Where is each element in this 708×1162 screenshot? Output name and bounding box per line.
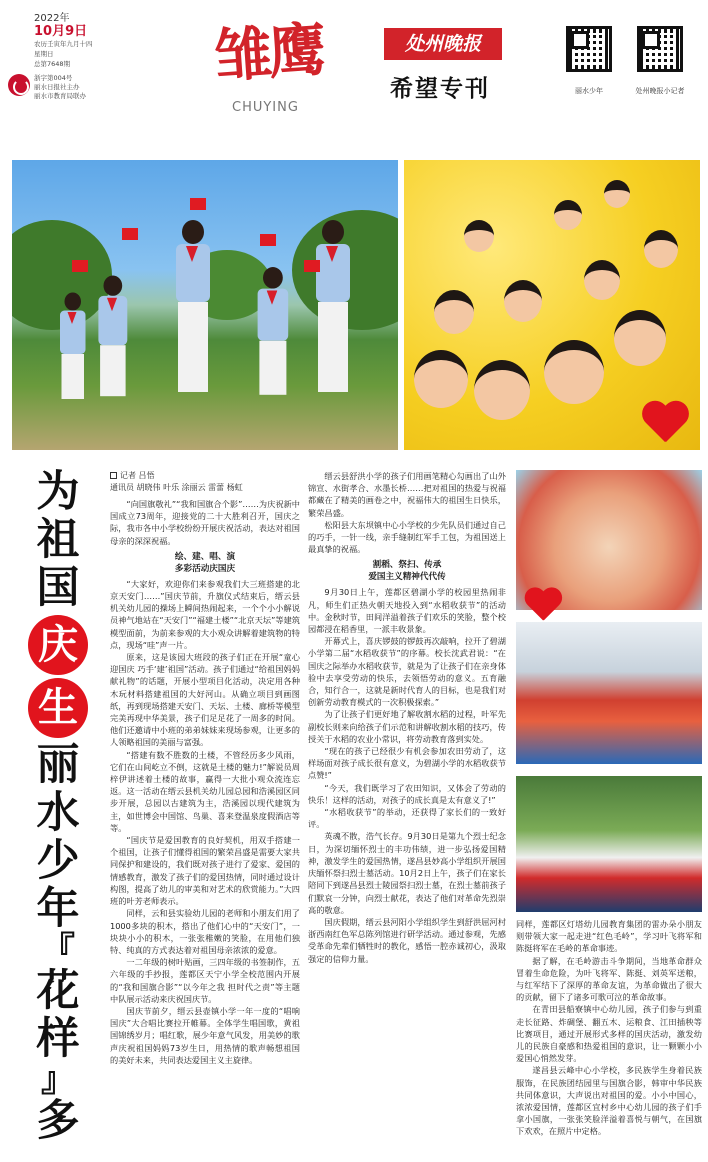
subheading-line: 爱国主义精神代代传 — [368, 572, 446, 583]
paragraph: “国庆节是爱国教育的良好契机，用双手搭建一个祖国，让孩子们懂得祖国的繁荣昌盛是需要大家共同保护和建设的，我们既对孩子进行了爱家、爱国的情感教育，激发了孩子们的爱国热情，同时通过设计构图，提高了幼儿的审美和对艺术的欣赏能力。”大四班的叶芳老师表示。 — [110, 835, 300, 907]
subheading-line: 绘、建、唱、演 — [174, 551, 236, 562]
newspaper-logo-icon — [8, 74, 30, 96]
paragraph: 国庆节前夕，缙云县壶镇小学一年一度的“唱响国庆”大合唱比赛拉开帷幕。全体学生唱国歌，黄祖国锦绣岁月；唱红歌，展少年意气风发，用美妙的歌声庆祝祖国妈妈73岁生日，用热情的歌声畅想祖国的美好未来，共同表达爱国主义主旋律。 — [110, 1005, 300, 1065]
headline-highlight-char: 生 — [28, 678, 88, 738]
date-weekday: 星期日 — [34, 50, 54, 58]
paragraph: 同样，云和县实验幼儿园的老师和小朋友们用了1000多块的积木，搭出了他们心中的“天安门”，一块块小小的积木，一张张稚嫩的笑脸，在用他们独特、纯真的方式表达着对祖国母亲浓浓的爱意。 — [110, 908, 300, 955]
headline-char: 年 — [36, 884, 80, 934]
cn-number: 浙字第004号 — [34, 74, 73, 82]
paragraph: 原来，这是该园大班段的孩子们正在开展“童心迎国庆 巧手‘建’祖国”活动。孩子们通过“给祖国妈妈献礼物”的话题，开展小型项目化活动，决定用各种木玩材料搭建祖国的大好河山。从确立项目到画图纸，再到现场搭建天安门、天坛、土楼、廊桥等模型完美再现中华美景，孩子们足足花了一周多的时间。他们还邀请中小班的弟弟妹妹来现场参观，让更多的人领略祖国的美丽与富强。 — [110, 652, 300, 748]
headline-char: 国 — [36, 563, 80, 613]
photo-school-ceremony — [516, 622, 702, 764]
co-publisher: 丽水市教育局联办 — [34, 92, 86, 100]
headline-char: 花 — [36, 966, 80, 1016]
headline-char: 多 — [36, 1096, 80, 1146]
headline-char: 水 — [36, 788, 80, 838]
heart-decoration-icon — [640, 402, 690, 446]
paragraph: 据了解，在毛岭游击斗争期间，当地革命群众冒着生命危险，为叶飞将军、陈挺、刘英军送粮，与红军结下了深厚的革命友谊，为革命做出了很大的贡献，留下了诸多可歌可泣的革命故事。 — [516, 955, 702, 1003]
masthead — [0, 0, 708, 150]
paragraph: “大家好，欢迎你们来参观我们大三班搭建的北京天安门……”国庆节前，升旗仪式结束后，缙云县机关幼儿园的操场上瞬间热闹起来，一个个小小解说员神气地站在“天安门”“福建土楼”“北京天坛”等建筑模型面前，为前来参观的大小观众讲解着建筑物的特点，现场“哇”声一片。 — [110, 578, 300, 650]
subheading-line: 割稻、祭扫、传承 — [372, 560, 442, 571]
paragraph: “水稻收获节”的举动，还获得了家长们的一致好评。 — [308, 807, 506, 830]
qr-code-icon[interactable] — [637, 26, 683, 72]
paragraph: 松阳县大东坝镇中心小学校的少先队员们通过自己的巧手，一针一线，亲手缝制红军手工包，为祖国送上最真挚的祝福。 — [308, 519, 506, 555]
article-column-2 — [308, 470, 506, 1160]
qr-code-icon[interactable] — [566, 26, 612, 72]
paragraph: “向国旗敬礼”“我和国旗合个影”……为庆祝新中国成立73周年，迎接党的二十大胜利召开，国庆之际，我市各中小学校纷纷开展庆祝活动，表达对祖国母亲的深深祝福。 — [110, 499, 300, 546]
paragraph: 遂昌县云峰中心小学校，多民族学生身着民族服饰，在民族团结园里与国旗合影，韩审中华民族共同体意识，大声说出对祖国的爱。小小中国心，浓浓爱国情，莲都区宜村乡中心幼儿园的孩子们手拿小国旗，一张张笑脸洋溢着喜悦与朝气，在国旗下欢欢，在照片中定格。 — [516, 1065, 702, 1137]
issue-number: 总第7648期 — [34, 60, 71, 68]
special-edition-label: 希望专刊 — [390, 76, 490, 102]
paragraph: 英魂不散，浩气长存。9月30日是第九个烈士纪念日，为深切缅怀烈士的丰功伟绩，进一步弘扬爱国精神，激发学生的爱国热情，遂昌县妙高小学组织开展国庆缅怀祭扫烈士墓活动。10月2日上午，孩子们在家长陪同下到遂昌县烈士陵园祭扫烈士墓，在烈士墓前孩子们默哀一分钟，向烈士献花，表达了他们对革命先烈崇高的敬意。 — [308, 831, 506, 915]
headline-char: 少 — [36, 836, 80, 886]
paragraph: 9月30日上午，莲都区碧湖小学的校园里热闹非凡，师生们正热火朝天地投入到“水稻收获节”的活动中。金秋时节，田间洋溢着孩子们欢乐的笑脸，整个校园都浸在稻香里，一派丰收景象。 — [308, 587, 506, 635]
paragraph: 国庆假期，缙云县河阳小学组织学生到舒洪屈河村浙西南红色军总陈列馆进行研学活动。通过参观，先感受革命先辈们牺牲时的教化，感悟一腔赤诚初心，汲取强定的信仰力量。 — [308, 916, 506, 964]
date-block — [34, 14, 144, 69]
section-title-pinyin: CHUYING — [232, 100, 299, 115]
headline-quote-open: 『 — [41, 930, 75, 970]
paragraph: “搭建有数不胜数的土楼，不管经历多少风雨，它们在山间屹立不倒，这就是土楼的魅力!”解说员周梓伊讲述着土楼的故事，赢得一大批小观众流连忘返。这一活动在缙云县机关幼儿园总园和浩溪园区同步开展，总园以古建筑为主，浩溪园以现代建筑为主，如世博会中国馆、鸟巢、喜来登温泉度假酒店等等。 — [110, 749, 300, 833]
date-month-day: 10月9日 — [34, 24, 88, 39]
headline-char: 为 — [36, 467, 80, 517]
headline-char: 祖 — [36, 515, 80, 565]
headline-quote-close: 』 — [41, 1060, 75, 1100]
date-year: 2022年 — [34, 13, 70, 24]
heart-decoration-icon — [523, 588, 563, 623]
section-title: 雏鹰 — [212, 15, 325, 91]
qr-caption: 处州晚报小记者 — [635, 87, 685, 95]
subheading — [308, 559, 506, 583]
paragraph: 为了让孩子们更好地了解收割水稻的过程，叶军先副校长则来向给孩子们示范和讲解收割水稻的技巧，传授关于水稻的农业小常识，将劳动教育落到实处。 — [308, 709, 506, 744]
article-column-1 — [110, 470, 300, 1160]
subheading — [110, 551, 300, 575]
paragraph: 一二年级的树叶贴画，三四年级的书签制作，五六年级的手抄报，莲都区天宁小学全校范围内开展的“我和国旗合影”“以今年之我 担时代之责”等主题中队展示活动来庆祝国庆节。 — [110, 957, 300, 1004]
bullet-square-icon — [110, 472, 117, 479]
headline-highlight-char: 庆 — [28, 615, 88, 675]
paragraph: “今天，我们既学习了农田知识，又体会了劳动的快乐！这样的活动，对孩子的成长真是太有意义了!” — [308, 782, 506, 805]
paragraph: 在青田县船寮镇中心幼儿园，孩子们参与到重走长征路、炸碉堡、翻五木、运粮食、江田插秧等比赛项目，通过开展形式多样的国庆活动，激发幼儿的民族自豪感和热爱祖国的意识，让一颗颗小小爱国心悄然发芽。 — [516, 1004, 702, 1064]
headline — [18, 467, 98, 1146]
byline — [110, 470, 300, 494]
paragraph: 同样，莲都区灯塔幼儿园教育集团的雷办朵小朋友则带领大家一起走进“红色毛岭”，学习叶飞将军和陈挺将军在毛岭的革命事迹。 — [516, 919, 702, 954]
headline-char: 丽 — [36, 740, 80, 790]
byline-correspondents: 通讯员 胡晓伟 叶乐 涂丽云 雷蕾 杨虹 — [110, 483, 243, 492]
article-column-3 — [516, 918, 702, 1160]
date-lunar: 农历壬寅年九月十四 — [34, 40, 93, 48]
byline-reporter: 记者 吕悟 — [120, 471, 155, 480]
newspaper-name: 处州晚报 — [384, 28, 502, 60]
paper-meta — [34, 74, 144, 101]
qr-caption: 丽水少年 — [575, 87, 603, 95]
subheading-line: 多彩活动庆国庆 — [174, 563, 236, 574]
publisher: 丽水日报社主办 — [34, 83, 80, 91]
paragraph: 开幕式上，喜庆锣鼓的锣鼓再次敲响，拉开了碧湖小学第二届“水稻收获节”的序幕。校长沈武君说：“在国庆之际举办水稻收获节，就是为了让孩子们在亲身体验中去享受劳动的快乐，去领悟劳动的意义。五育融合，知行合一，这就是新时代育人的目标，也是我们对创新劳动教育模式的一次积极探索。” — [308, 636, 506, 708]
photo-children-with-flags — [12, 160, 398, 450]
photo-flag-group — [516, 776, 702, 912]
paragraph: 缙云县舒洪小学的孩子们用画笔精心勾画出了山外锦宣、水街孝合、水墨长桥……把对祖国的热爱与祝福都藏在了精美的画卷之中，祝福伟大的祖国生日快乐，繁荣昌盛。 — [308, 471, 506, 518]
paragraph: “现在的孩子已经很少有机会参加农田劳动了，这样场面对孩子成长很有意义，为碧湖小学的水稻收获节点赞!” — [308, 746, 506, 781]
headline-char: 样 — [36, 1014, 80, 1064]
